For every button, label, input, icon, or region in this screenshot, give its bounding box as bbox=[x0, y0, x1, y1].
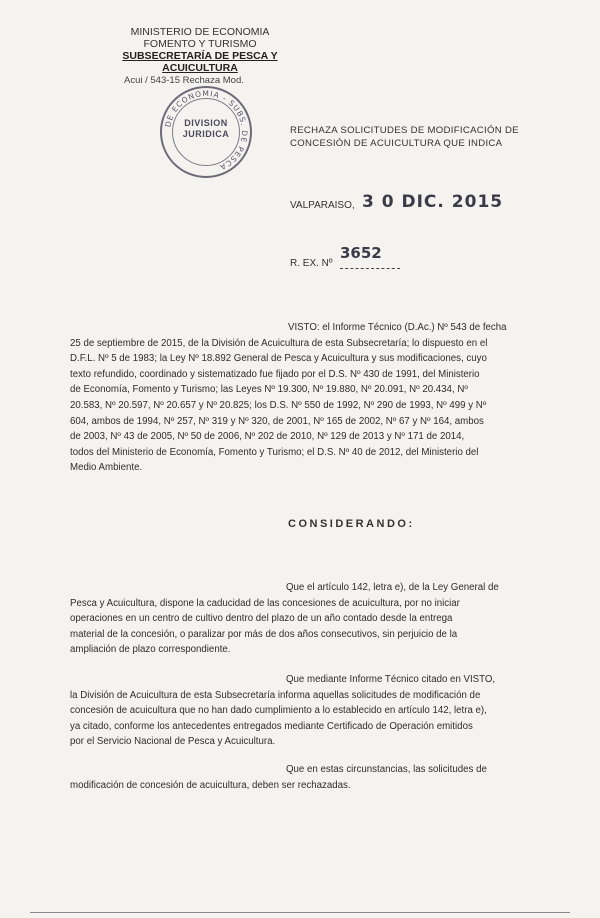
consid-line: modificación de concesión de acuicultura, deben ser rechazadas. bbox=[70, 779, 351, 791]
reference-code: Acui / 543-15 Rechaza Mod. bbox=[124, 75, 244, 86]
resolution-title bbox=[290, 124, 570, 150]
visto-paragraph bbox=[70, 320, 508, 476]
rex-label: R. EX. Nº bbox=[290, 258, 333, 269]
consid-line: Que el artículo 142, letra e), de la Ley General de bbox=[286, 582, 499, 593]
consid-line: Que mediante Informe Técnico citado en VISTO, bbox=[286, 674, 496, 685]
consid-line: ampliación de plazo correspondiente. bbox=[70, 644, 231, 656]
visto-line: 20.583, Nº 20.597, Nº 20.657 y Nº 20.825; los D.S. Nº 550 de 1992, Nº 290 de 1993, Nº 499 y Nº bbox=[70, 399, 487, 411]
visto-line: todos del Ministerio de Economía, Fomento y Turismo; el D.S. Nº 40 de 2012, del Ministerio del bbox=[70, 446, 479, 458]
division-stamp bbox=[160, 86, 252, 178]
stamp-juridica-label: JURIDICA bbox=[182, 129, 230, 139]
page-bottom-edge bbox=[30, 912, 570, 913]
stamp-center-text bbox=[162, 118, 250, 140]
visto-line: VISTO: el Informe Técnico (D.Ac.) Nº 543 de fecha bbox=[288, 322, 507, 333]
title-line-1: RECHAZA SOLICITUDES DE MODIFICACIÓN DE bbox=[290, 125, 519, 136]
visto-line: 25 de septiembre de 2015, de la División de Acuicultura de esta Subsecretaría; lo dispuesto en el bbox=[70, 337, 488, 349]
consid-line: operaciones en un centro de cultivo dentro del plazo de un año contado desde la entrega bbox=[70, 613, 453, 625]
consid-line: Que en estas circunstancias, las solicitudes de bbox=[286, 764, 487, 775]
consid-line: concesión de acuicultura que no han dado cumplimiento a lo establecido en artículo 142, letra e), bbox=[70, 705, 487, 717]
subsecretaria-line: SUBSECRETARÍA DE PESCA Y ACUICULTURA bbox=[122, 50, 278, 74]
consid-line: por el Servicio Nacional de Pesca y Acuicultura. bbox=[70, 736, 276, 748]
visto-line: 604, ambos de 1994, Nº 257, Nº 319 y Nº 320, de 2001, Nº 165 de 2002, Nº 67 y Nº 164, ambos bbox=[70, 415, 484, 427]
ministry-line: MINISTERIO DE ECONOMIA bbox=[130, 26, 270, 38]
rex-underline bbox=[340, 268, 400, 269]
considerando-paragraph-2 bbox=[70, 672, 508, 750]
consid-line: ya citado, conforme los antecedentes entregados mediante Certificado de Operación emitidos bbox=[70, 720, 473, 732]
date-city: VALPARAISO, bbox=[290, 200, 355, 211]
visto-line: de Economía, Fomento y Turismo; las Leyes Nº 19.300, Nº 19.880, Nº 20.091, Nº 20.434, Nº bbox=[70, 384, 468, 396]
consid-line: Pesca y Acuicultura, dispone la caducidad de las concesiones de acuicultura, por no iniciar bbox=[70, 597, 460, 609]
ministry-subline: FOMENTO Y TURISMO bbox=[143, 38, 257, 50]
visto-line: Medio Ambiente. bbox=[70, 462, 143, 474]
title-line-2: CONCESIÓN DE ACUICULTURA QUE INDICA bbox=[290, 138, 503, 149]
date-value: 3 0 DIC. 2015 bbox=[362, 192, 504, 212]
considerando-paragraph-3 bbox=[70, 762, 508, 793]
rex-number: 3652 bbox=[340, 244, 382, 262]
visto-line: de 2003, Nº 43 de 2005, Nº 50 de 2006, Nº 202 de 2010, Nº 129 de 2013 y Nº 171 de 2014, bbox=[70, 431, 465, 443]
considerando-paragraph-1 bbox=[70, 580, 508, 658]
consid-line: la División de Acuicultura de esta Subsecretaría informa aquellas solicitudes de modificación de bbox=[70, 689, 481, 701]
visto-line: texto refundido, coordinado y sistematizado fue fijado por el D.S. Nº 430 de 1991, del Ministerio bbox=[70, 368, 480, 380]
stamp-division-label: DIVISION bbox=[184, 118, 228, 128]
considerando-heading: CONSIDERANDO: bbox=[288, 518, 415, 530]
consid-line: material de la concesión, o paralizar por más de dos años consecutivos, sin perjuicio de la bbox=[70, 628, 458, 640]
stamp-ring-text: DE ECONOMIA - SUBS. DE PESCA bbox=[163, 88, 250, 173]
ministry-header bbox=[100, 26, 300, 74]
visto-line: D.F.L. Nº 5 de 1983; la Ley Nº 18.892 General de Pesca y Acuicultura y sus modificaciones, cuyo bbox=[70, 353, 487, 365]
